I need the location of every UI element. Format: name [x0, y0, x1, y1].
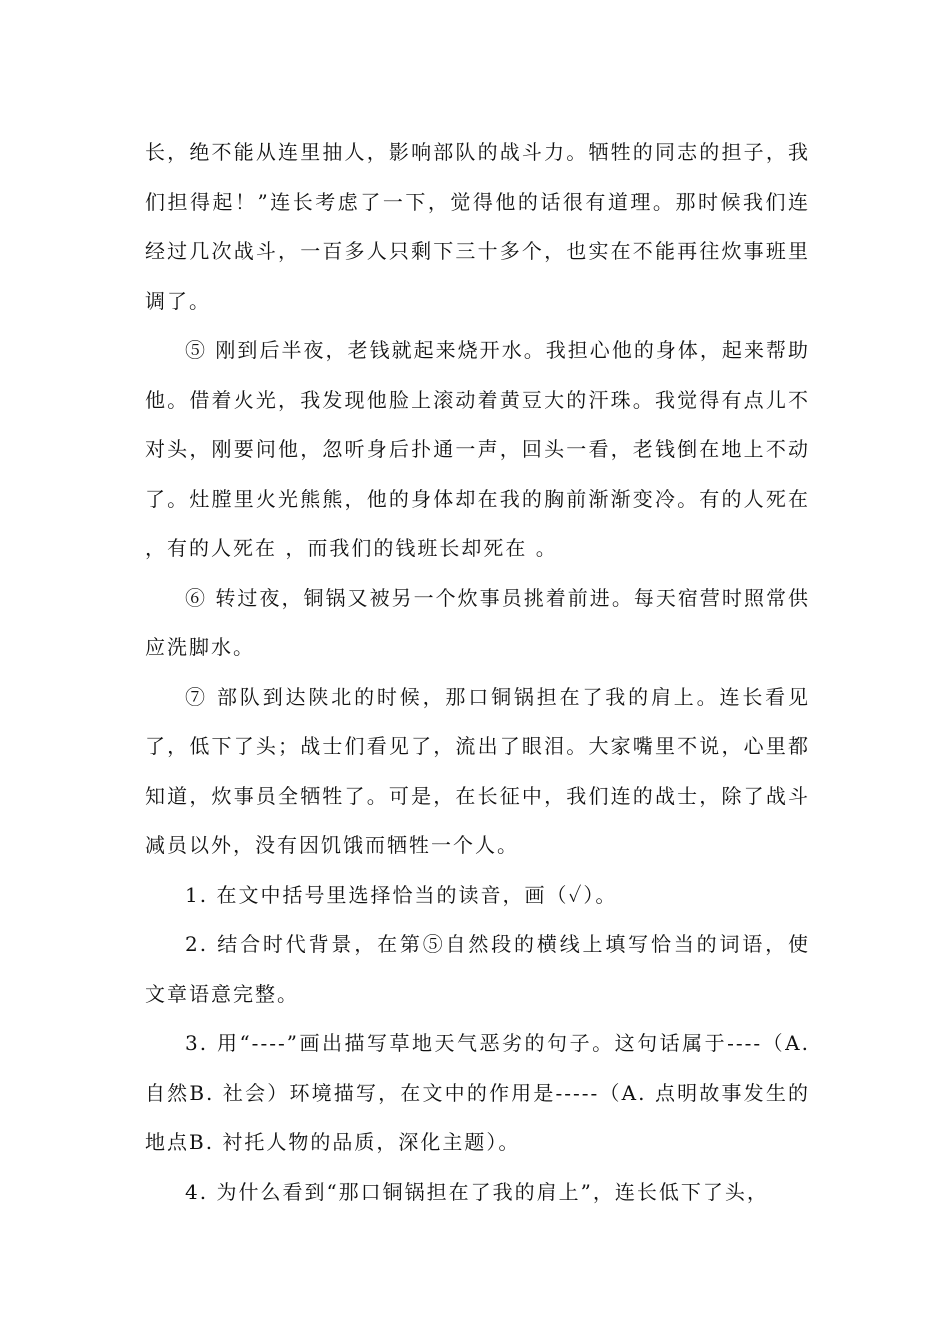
question-1: 1. 在文中括号里选择恰当的读音，画（✓）。 — [185, 882, 618, 907]
document-body — [145, 128, 810, 1217]
question-3: 3. 用“----”画出描写草地天气恶劣的句子。这句话属于----（A. 自然B. 社会）环境描写，在文中的作用是-----（A. 点明故事发生的地点B. 衬托人物的品质，深化主题）。 — [145, 1031, 810, 1154]
paragraph-continuation: 长，绝不能从连里抽人，影响部队的战斗力。牺牲的同志的担子，我们担得起！”连长考虑了一下，觉得他的话很有道理。那时候我们连经过几次战斗，一百多人只剩下三十多个，也实在不能再往炊事班里调了。 — [145, 140, 810, 313]
question-4: 4. 为什么看到“那口铜锅担在了我的肩上”，连长低下了头， — [185, 1179, 769, 1204]
paragraph-5: ⑤ 刚到后半夜，老钱就起来烧开水。我担心他的身体，起来帮助他。借着火光，我发现他脸上滚动着黄豆大的汗珠。我觉得有点儿不对头，刚要问他，忽听身后扑通一声，回头一看，老钱倒在地上不动了。灶膛里火光熊熊，他的身体却在我的胸前渐渐变冷。有的人死在 ，有的人死在 ，而我们的钱班长却死在 。 — [145, 338, 810, 560]
paragraph-7: ⑦ 部队到达陕北的时候，那口铜锅担在了我的肩上。连长看见了，低下了头；战士们看见了，流出了眼泪。大家嘴里不说，心里都知道，炊事员全牺牲了。可是，在长征中，我们连的战士，除了战斗减员以外，没有因饥饿而牺牲一个人。 — [145, 684, 810, 857]
paragraph-6: ⑥ 转过夜，铜锅又被另一个炊事员挑着前进。每天宿营时照常供应洗脚水。 — [145, 585, 810, 659]
question-2: 2. 结合时代背景，在第⑤自然段的横线上填写恰当的词语，使文章语意完整。 — [145, 932, 810, 1006]
